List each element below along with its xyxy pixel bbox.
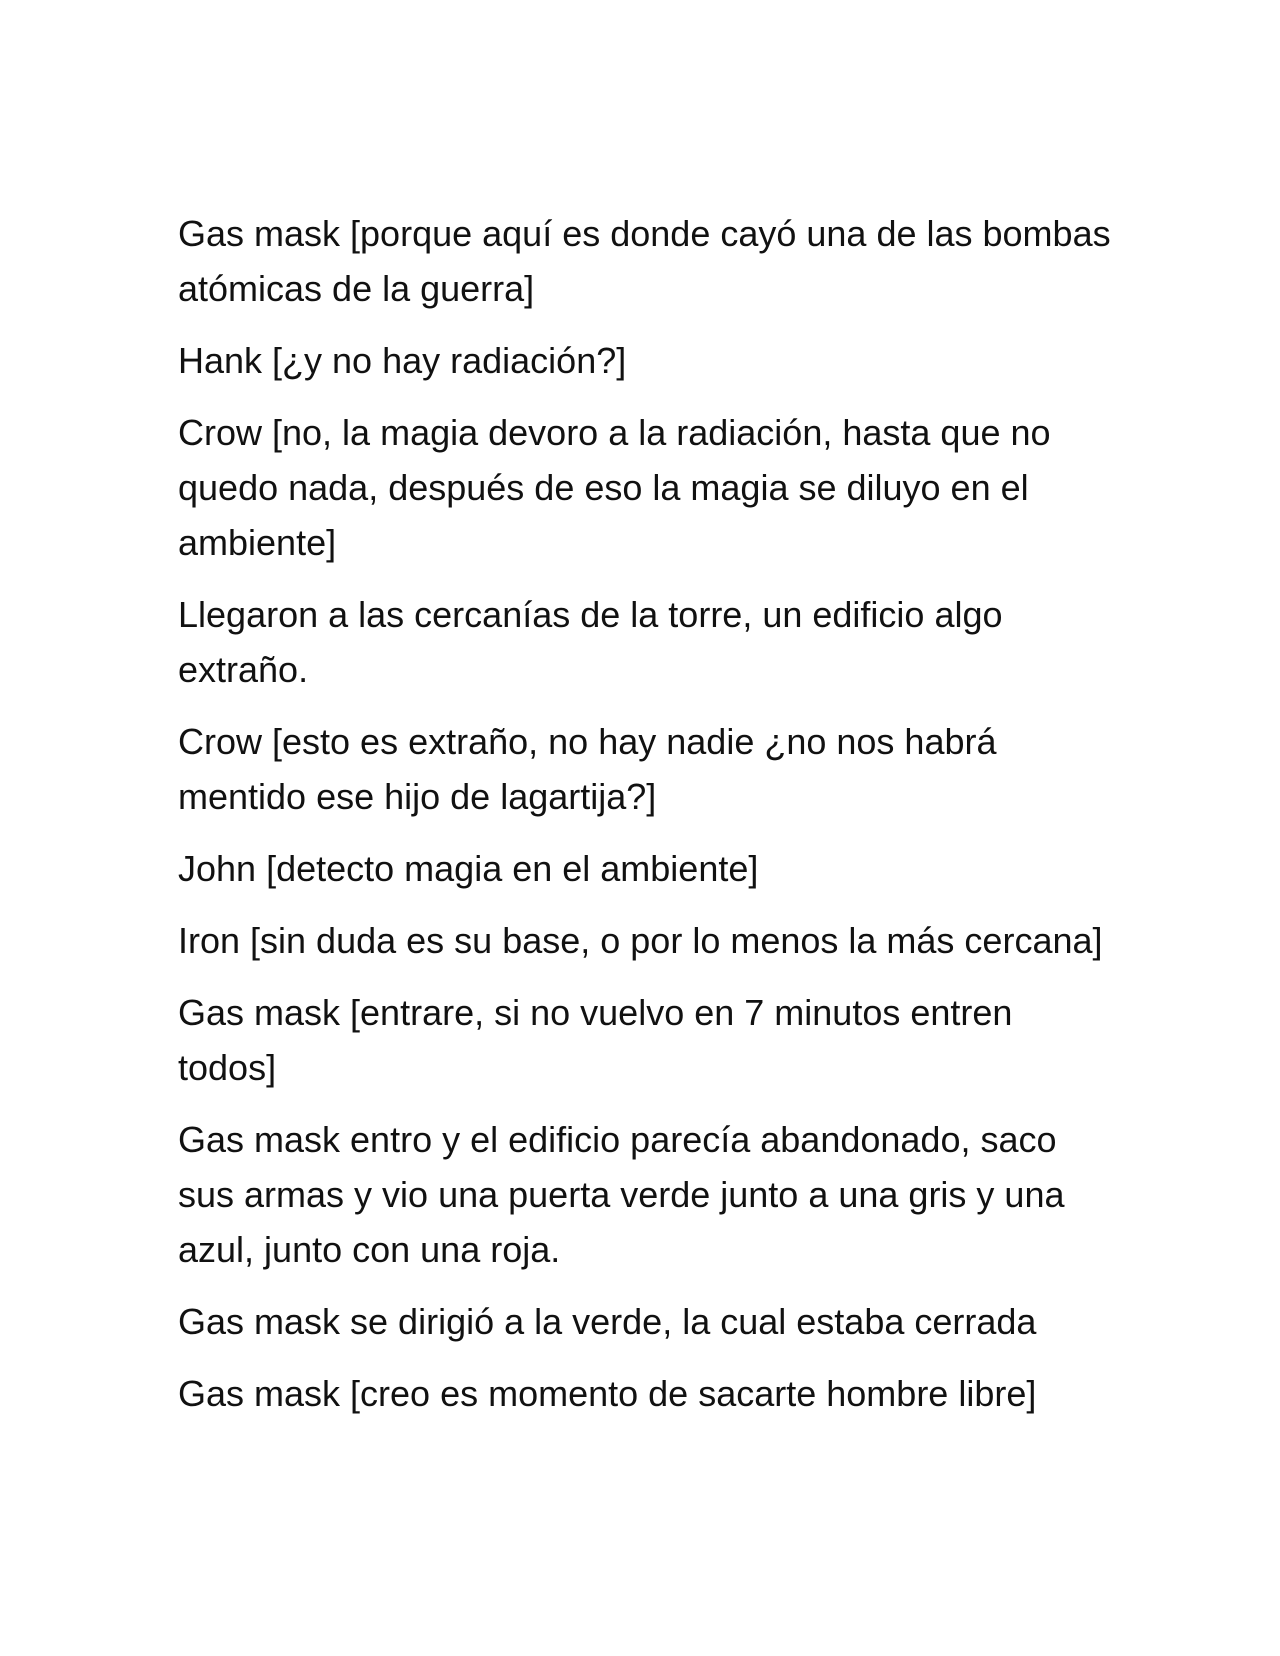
paragraph: Crow [esto es extraño, no hay nadie ¿no nos habrá mentido ese hijo de lagartija?] [178,721,997,817]
paragraph: Gas mask [porque aquí es donde cayó una de las bombas atómicas de la guerra] [178,213,1111,309]
paragraph: Gas mask [entrare, si no vuelvo en 7 minutos entren todos] [178,992,1013,1088]
paragraph: Crow [no, la magia devoro a la radiación, hasta que no quedo nada, después de eso la magia se diluyo en el ambiente] [178,412,1051,563]
paragraph: John [detecto magia en el ambiente] [178,848,759,889]
paragraph: Gas mask entro y el edificio parecía abandonado, saco sus armas y vio una puerta verde junto a una gris y una azul, junto con una roja. [178,1119,1065,1270]
paragraph: Gas mask [creo es momento de sacarte hombre libre] [178,1373,1037,1414]
document-body [178,206,1118,1438]
paragraph: Llegaron a las cercanías de la torre, un edificio algo extraño. [178,594,1003,690]
paragraph: Hank [¿y no hay radiación?] [178,340,627,381]
paragraph: Iron [sin duda es su base, o por lo menos la más cercana] [178,920,1103,961]
paragraph: Gas mask se dirigió a la verde, la cual estaba cerrada [178,1301,1037,1342]
